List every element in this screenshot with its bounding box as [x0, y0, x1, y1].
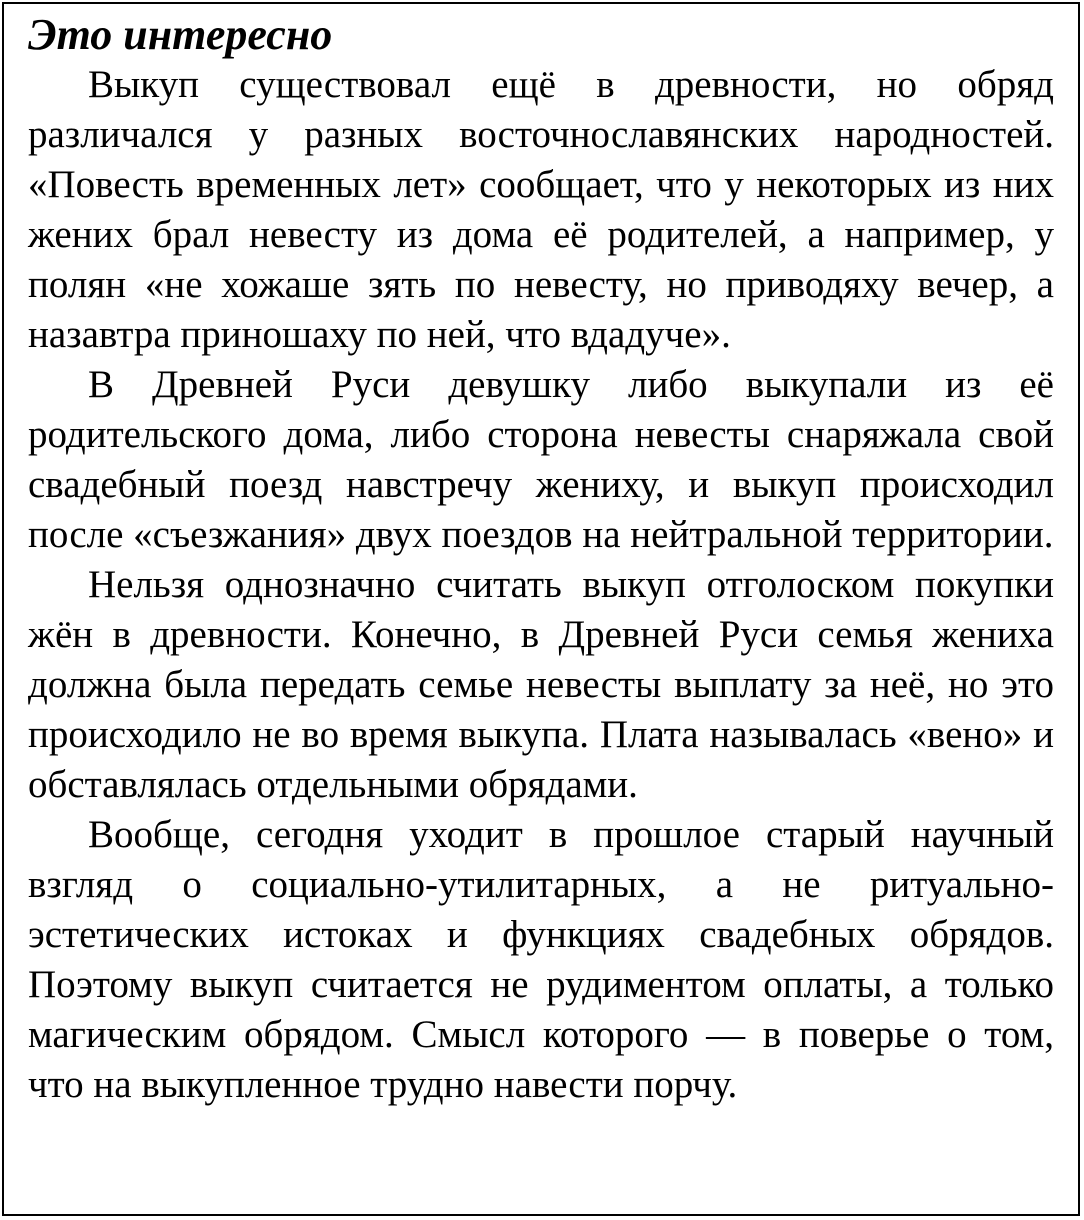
- paragraph-2: В Древней Руси девушку либо выкупали из её родительского дома, либо сторона невесты снаряжала свой свадебный поезд навстречу жениху, и выкуп происходил после «съезжания» двух поездов на нейтральной территории.: [28, 363, 1054, 556]
- paragraph-1: Выкуп существовал ещё в древности, но обряд различался у разных восточнославянских народностей. «Повесть временных лет» сообщает, что у некоторых из них жених брал невесту из дома её родителей, а например, у полян «не хожаше зять по невесту, но приводяху вечер, а назавтра приношаху по ней, что вдадуче».: [28, 63, 1054, 356]
- info-box: [2, 2, 1080, 1216]
- box-heading: Это интересно: [28, 10, 333, 59]
- paragraph-4: Вообще, сегодня уходит в прошлое старый научный взгляд о социально-утилитарных, а не ритуально-эстетических истоках и функциях свадебных обрядов. Поэтому выкуп считается не рудиментом оплаты, а только магическим обрядом. Смысл которого — в поверье о том, что на выкупленное трудно навести порчу.: [28, 813, 1054, 1106]
- paragraph-3: Нельзя однозначно считать выкуп отголоском покупки жён в древности. Конечно, в Древней Руси семья жениха должна была передать семье невесты выплату за неё, но это происходило не во время выкупа. Плата называлась «вено» и обставлялась отдельными обрядами.: [28, 563, 1054, 806]
